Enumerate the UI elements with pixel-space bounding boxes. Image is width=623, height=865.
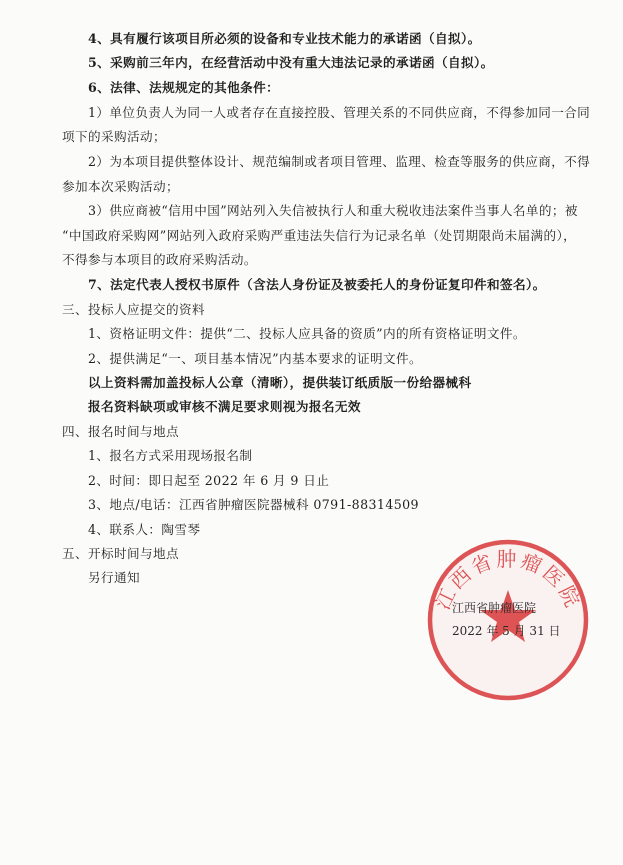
text-line: 参加本次采购活动； — [62, 179, 179, 194]
signature-organization: 江西省肿瘤医院 — [452, 601, 537, 615]
text-line: 另行通知 — [88, 570, 140, 585]
text-line: 3、地点/电话：江西省肿瘤医院器械科 0791-88314509 — [88, 497, 419, 512]
text-line: 5、采购前三年内，在经营活动中没有重大违法记录的承诺函（自拟）。 — [88, 55, 494, 70]
text-line: 2、时间：即日起至 2022 年 6 月 9 日止 — [88, 473, 330, 488]
text-line: 报名资料缺项或审核不满足要求则视为报名无效 — [88, 399, 361, 414]
text-line: 6、法律、法规规定的其他条件： — [88, 80, 280, 95]
section-heading: 五、开标时间与地点 — [62, 546, 179, 561]
text-line: 1）单位负责人为同一人或者存在直接控股、管理关系的不同供应商，不得参加同一合同 — [88, 105, 591, 120]
text-line: 项下的采购活动； — [62, 129, 166, 144]
text-line: 不得参与本项目的政府采购活动。 — [62, 252, 257, 267]
text-line: 2）为本项目提供整体设计、规范编制或者项目管理、监理、检查等服务的供应商，不得 — [88, 154, 591, 169]
section-heading: 四、报名时间与地点 — [62, 424, 179, 439]
text-line: 1、资格证明文件：提供“二、投标人应具备的资质”内的所有资格证明文件。 — [88, 326, 526, 341]
text-line: 7、法定代表人授权书原件（含法人身份证及被委托人的身份证复印件和签名）。 — [88, 277, 546, 292]
text-line: 以上资料需加盖投标人公章（清晰），提供装订纸质版一份给器械科 — [88, 375, 472, 390]
seal-text: 江西省肿瘤医院 — [430, 547, 586, 614]
text-line: “中国政府采购网”网站列入政府采购严重违法失信行为记录名单（处罚期限尚未届满的）， — [62, 228, 577, 243]
text-line: 2、提供满足“一、项目基本情况”内基本要求的证明文件。 — [88, 351, 422, 366]
section-heading: 三、投标人应提交的资料 — [62, 302, 205, 317]
text-line: 4、联系人：陶雪琴 — [88, 522, 201, 537]
signature-date: 2022 年 5 月 31 日 — [452, 624, 561, 638]
text-line: 3）供应商被“信用中国”网站列入失信被执行人和重大税收违法案件当事人名单的；被 — [88, 203, 578, 218]
official-seal-stamp — [418, 528, 598, 708]
text-line: 4、具有履行该项目所必须的设备和专业技术能力的承诺函（自拟）。 — [88, 31, 481, 46]
text-line: 1、报名方式采用现场报名制 — [88, 448, 253, 463]
